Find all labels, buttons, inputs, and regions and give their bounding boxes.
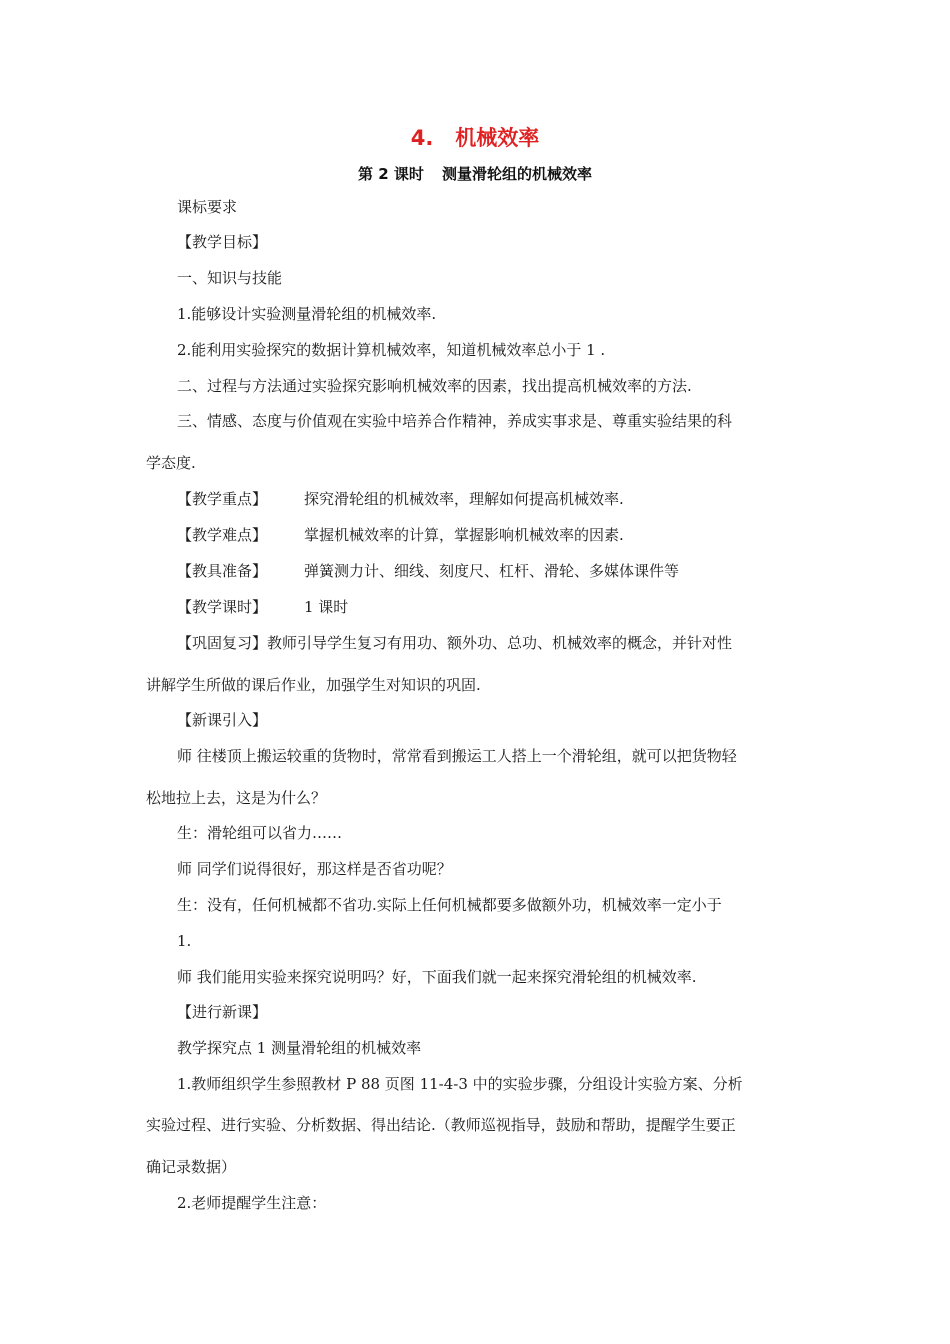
difficult-points-row: [177, 525, 624, 545]
lesson-subtitle: [0, 163, 950, 184]
difficult-points-value: 掌握机械效率的计算，掌握影响机械效率的因素.: [304, 526, 624, 544]
section-heading-new-lesson: 【进行新课】: [177, 1003, 268, 1021]
review-line2: 讲解学生所做的课后作业，加强学生对知识的巩固.: [146, 676, 481, 694]
student-line-2b: 1.: [177, 932, 192, 950]
teacher-line-3: 师 我们能用实验来探究说明吗？好，下面我们就一起来探究滑轮组的机械效率.: [177, 968, 697, 986]
objective-emotion-line1: 三、情感、态度与价值观在实验中培养合作精神，养成实事求是、尊重实验结果的科: [177, 412, 733, 430]
objective-knowledge: 一、知识与技能: [177, 269, 283, 287]
teaching-aids-row: [177, 561, 680, 581]
student-line-2a: 生：没有，任何机械都不省功.实际上任何机械都要多做额外功，机械效率一定小于: [177, 896, 722, 914]
class-hours-row: [177, 597, 349, 617]
teaching-aids-value: 弹簧测力计、细线、刻度尺、杠杆、滑轮、多媒体课件等: [304, 562, 680, 580]
subtitle-period: 第 2 课时: [358, 165, 424, 183]
class-hours-value: 1 课时: [304, 598, 349, 616]
class-hours-label: 【教学课时】: [177, 598, 268, 616]
key-points-value: 探究滑轮组的机械效率，理解如何提高机械效率.: [304, 490, 624, 508]
student-line-1: 生：滑轮组可以省力……: [177, 824, 343, 842]
key-points-row: [177, 489, 624, 509]
title-text: 机械效率: [455, 126, 540, 150]
objective-item-1: 1.能够设计实验测量滑轮组的机械效率.: [177, 305, 437, 323]
document-title: [0, 122, 950, 152]
subtitle-topic: 测量滑轮组的机械效率: [441, 165, 592, 183]
objective-process: 二、过程与方法通过实验探究影响机械效率的因素，找出提高机械效率的方法.: [177, 377, 692, 395]
objective-item-2: 2.能利用实验探究的数据计算机械效率，知道机械效率总小于 1 .: [177, 341, 606, 359]
review-line1: 【巩固复习】教师引导学生复习有用功、额外功、总功、机械效率的概念，并针对性: [177, 634, 733, 652]
section-heading-introduction: 【新课引入】: [177, 711, 268, 729]
difficult-points-label: 【教学难点】: [177, 526, 268, 544]
objective-emotion-line2: 学态度.: [146, 454, 196, 472]
teacher-line-1a: 师 往楼顶上搬运较重的货物时，常常看到搬运工人搭上一个滑轮组，就可以把货物轻: [177, 747, 737, 765]
teaching-aids-label: 【教具准备】: [177, 562, 268, 580]
teacher-line-1b: 松地拉上去，这是为什么？: [146, 789, 327, 807]
step-1-line2: 实验过程、进行实验、分析数据、得出结论.（教师巡视指导，鼓励和帮助，提醒学生要正: [146, 1116, 736, 1134]
step-1-line3: 确记录数据）: [146, 1158, 237, 1176]
key-points-label: 【教学重点】: [177, 490, 268, 508]
section-heading-objectives: 【教学目标】: [177, 233, 268, 251]
step-1-line1: 1.教师组织学生参照教材 P 88 页图 11-4-3 中的实验步骤，分组设计实验方案、分析: [177, 1075, 743, 1093]
curriculum-requirement: 课标要求: [177, 198, 238, 216]
title-number: 4.: [410, 126, 434, 150]
inquiry-point-1: 教学探究点 1 测量滑轮组的机械效率: [177, 1039, 422, 1057]
teacher-line-2: 师 同学们说得很好，那这样是否省功呢？: [177, 860, 452, 878]
step-2: 2.老师提醒学生注意：: [177, 1194, 327, 1212]
